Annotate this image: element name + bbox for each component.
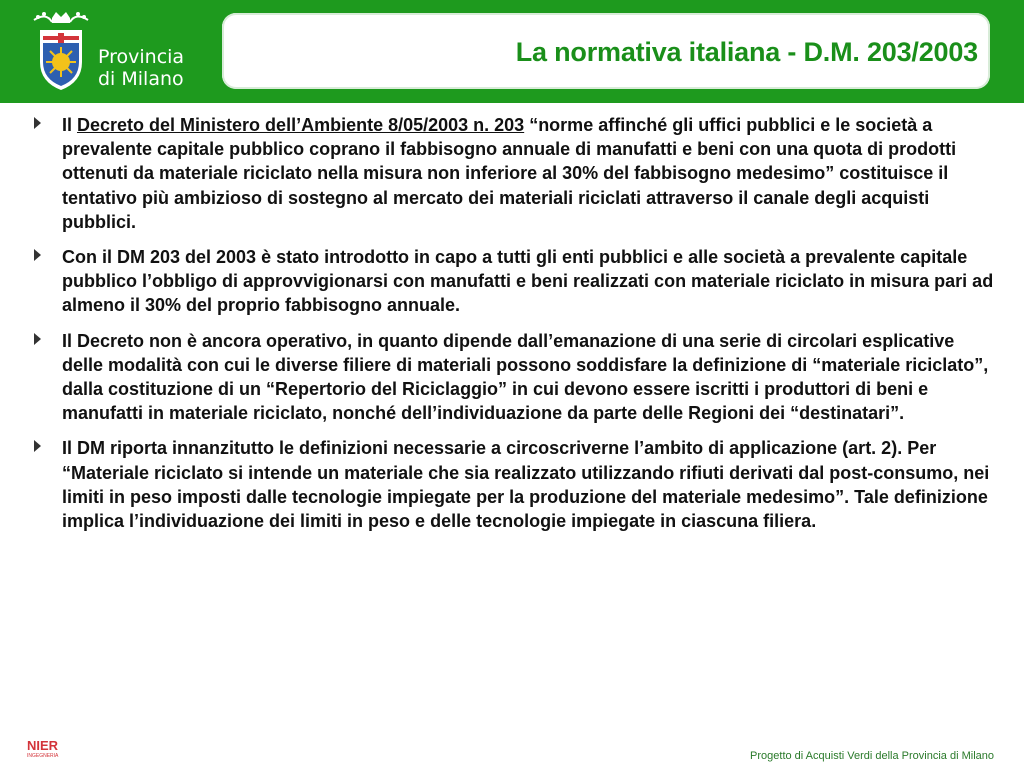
- title-box: [222, 13, 990, 89]
- logo-line-1: Provincia: [98, 46, 185, 68]
- svg-text:INGEGNERIA: INGEGNERIA: [27, 753, 59, 759]
- provincia-logo: [26, 10, 206, 94]
- bullet-text: Il DM riporta innanzitutto le definizioni necessarie a circoscriverne l’ambito di applicazione (art. 2). Per “Materiale riciclato si intende un materiale che sia realizzato utilizzando rifiuti derivati dal post-consumo, nei limiti in peso imposti dalle tecnologie impiegate per la produzione del materiale medesimo”. Tale definizione implica l’individuazione dei limiti in peso e delle tecnologie impiegate in ciascuna filiera.: [62, 438, 990, 532]
- nier-logo-icon: [26, 736, 66, 760]
- list-item: [30, 329, 1000, 426]
- decree-link[interactable]: Decreto del Ministero dell’Ambiente 8/05/2003 n. 203: [77, 115, 525, 135]
- bullet-text: Con il DM 203 del 2003 è stato introdotto in capo a tutti gli enti pubblici e alle società a prevalente capitale pubblico l’obbligo di approvvigionarsi con manufatti e beni realizzati con materiale riciclato in misura pari ad almeno il 30% del proprio fabbisogno annuale.: [62, 247, 994, 316]
- footer-text: Progetto di Acquisti Verdi della Provincia di Milano: [750, 750, 994, 762]
- bullet-list: [30, 113, 1000, 544]
- bullet-prefix: Il: [62, 115, 78, 135]
- logo-text: [98, 46, 184, 90]
- provincia-crest-icon: [26, 10, 96, 94]
- bullet-text: Il Decreto non è ancora operativo, in quanto dipende dall’emanazione di una serie di circolari esplicative delle modalità con cui le diverse filiere di materiali possono soddisfare la definizione di “materiale riciclato”, dalla costituzione di un “Repertorio del Riciclaggio” in cui devono essere iscritti i produttori di beni e manufatti in materiale riciclato, nonché dell’individuazione da parte delle Regioni dei “destinatari”.: [62, 330, 989, 424]
- bullet-arrow-icon: [34, 249, 41, 261]
- bullet-arrow-icon: [34, 333, 41, 345]
- list-item: [30, 113, 1000, 234]
- bullet-text: [62, 113, 1000, 234]
- bullet-arrow-icon: [34, 117, 41, 129]
- header-bar: [0, 0, 1024, 103]
- bullet-body: “norme affinché gli uffici pubblici e le società a prevalente capitale pubblico coprano il fabbisogno annuale di manufatti e beni con una quota di prodotti ottenuti da materiale riciclato nella misura non inferiore al 30% del fabbisogno medesimo” costituisce il tentativo più ambizioso di sostegno al mercato dei materiali riciclati attraverso il canale degli acquisti pubblici.: [62, 115, 957, 232]
- logo-line-2: di Milano: [98, 68, 184, 90]
- list-item: [30, 245, 1000, 318]
- list-item: [30, 436, 1000, 533]
- bullet-arrow-icon: [34, 440, 41, 452]
- svg-text:NIER: NIER: [27, 738, 59, 753]
- page-title: La normativa italiana - D.M. 203/2003: [515, 37, 978, 67]
